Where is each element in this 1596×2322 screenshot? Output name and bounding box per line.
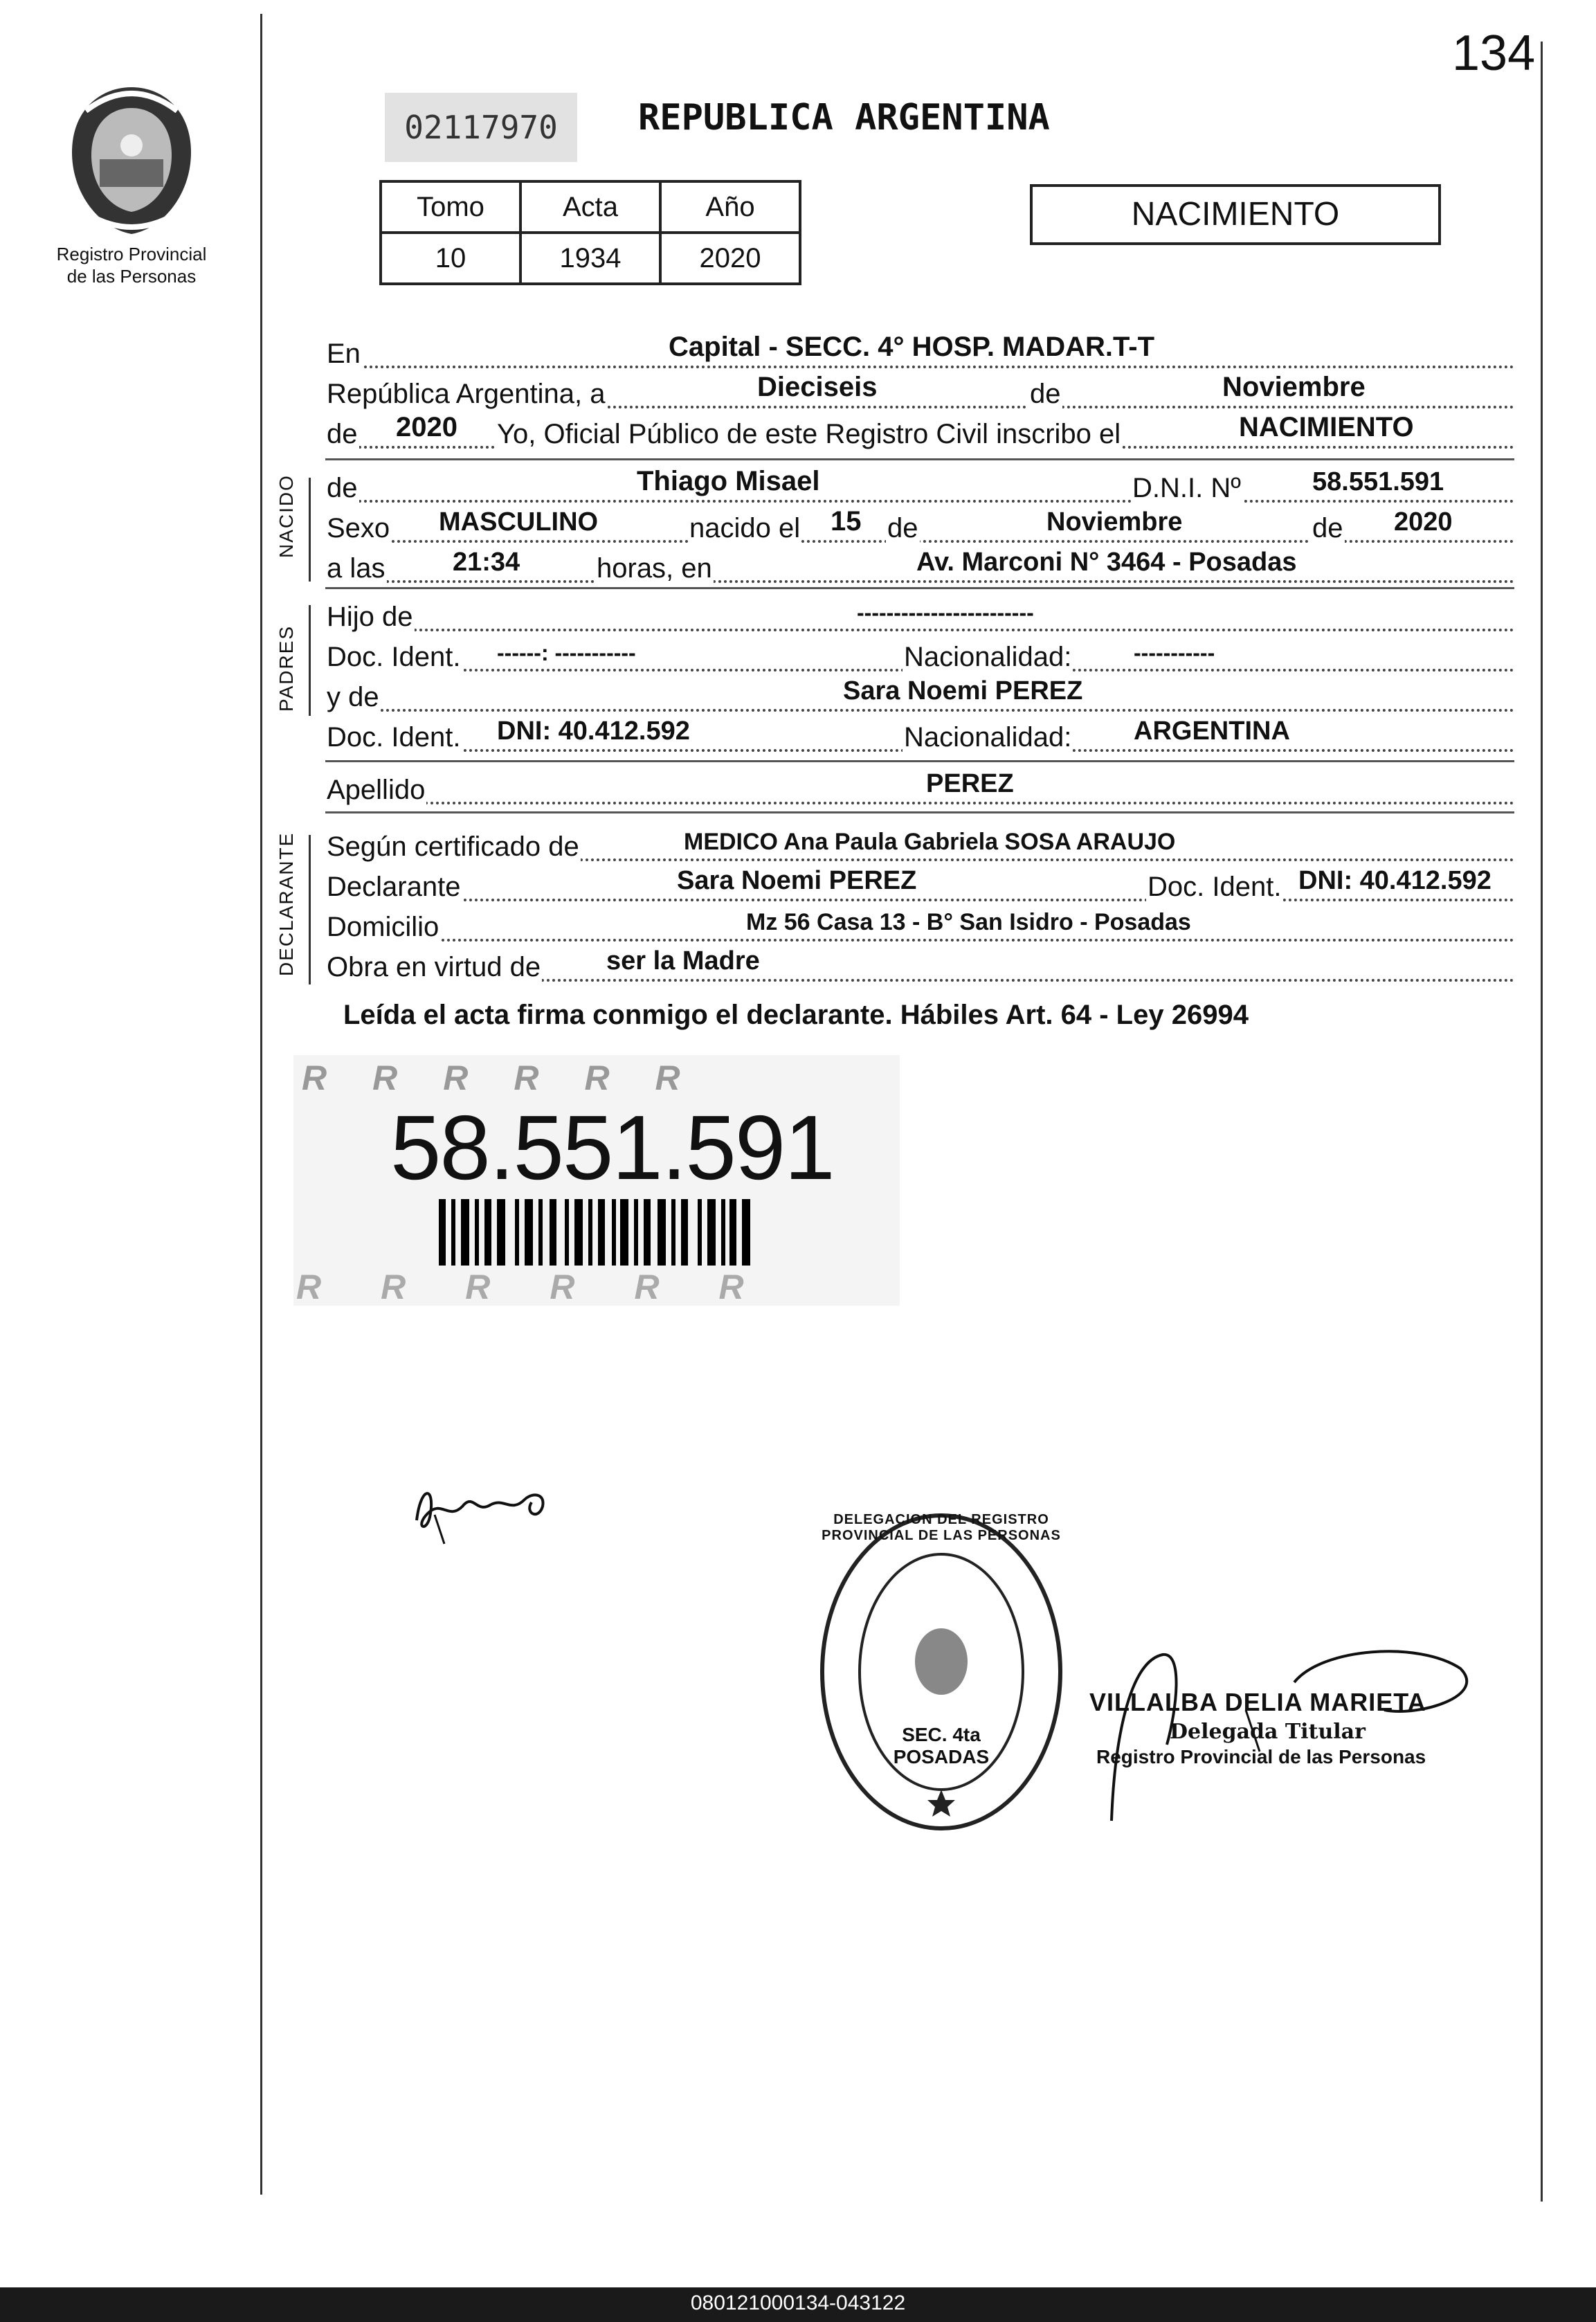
registry-caption-line1: Registro Provincial	[56, 244, 207, 264]
birth-day: 15	[831, 506, 862, 537]
official-stamp	[817, 1509, 1066, 1835]
father-doc-label: Doc. Ident.	[327, 642, 461, 672]
child-dni: 58.551.591	[1312, 467, 1444, 496]
declarant-doc-label: Doc. Ident.	[1148, 872, 1282, 902]
registered-mark-icon: R	[302, 1059, 327, 1097]
declarante-section-bar	[309, 835, 311, 984]
record-type-box: NACIMIENTO	[1030, 184, 1441, 245]
birth-month: Noviembre	[1046, 507, 1183, 537]
left-margin-line	[260, 14, 262, 2195]
domicilio-label: Domicilio	[327, 912, 439, 942]
declarant-address: Mz 56 Casa 13 - B° San Isidro - Posadas	[746, 909, 1191, 935]
a-las-label: a las	[327, 553, 386, 584]
registration-year: 2020	[396, 412, 457, 442]
sexo-label: Sexo	[327, 513, 390, 543]
closing-statement: Leída el acta firma conmigo el declarante. Hábiles Art. 64 - Ley 26994	[343, 1000, 1249, 1030]
padres-section-label: PADRES	[275, 624, 297, 712]
dni-sticker	[293, 1055, 900, 1306]
right-margin-line	[1541, 42, 1543, 2202]
child-name: Thiago Misael	[637, 466, 820, 496]
mother-nacionalidad-label: Nacionalidad:	[904, 722, 1072, 753]
birth-time: 21:34	[453, 548, 520, 577]
barcode	[439, 1199, 1103, 1266]
registered-mark-icon: R	[634, 1268, 660, 1306]
registration-day: Dieciseis	[757, 372, 878, 402]
signatory-title: Delegada Titular	[1170, 1720, 1366, 1744]
table-header-anio: Año	[660, 181, 800, 233]
mother-doc: DNI: 40.412.592	[497, 717, 690, 746]
registered-mark-icon: R	[465, 1268, 491, 1306]
declarant-capacity: ser la Madre	[606, 946, 760, 975]
horas-label: horas, en	[597, 553, 712, 584]
signatory-name: VILLALBA DELIA MARIETA	[1089, 1688, 1426, 1716]
de-label: de	[1030, 379, 1061, 409]
section-divider	[325, 811, 1514, 813]
dni-label: D.N.I. Nº	[1132, 473, 1241, 503]
father-name: ------------------------	[857, 600, 1034, 625]
section-divider	[325, 587, 1514, 589]
declarante-label: Declarante	[327, 872, 461, 902]
stamp-inner-text: SEC. 4ta POSADAS	[893, 1724, 990, 1767]
registered-mark-icon: R	[718, 1268, 744, 1306]
father-nacionalidad-label: Nacionalidad:	[904, 642, 1072, 672]
registered-mark-icon: R	[443, 1059, 469, 1097]
birth-de-label-2: de	[1312, 513, 1343, 543]
year-label: de	[327, 419, 358, 449]
table-header-tomo: Tomo	[381, 181, 520, 233]
sticker-pattern-bottom	[293, 1267, 900, 1306]
registry-caption-line2: de las Personas	[66, 266, 197, 287]
page-number: 134	[1452, 26, 1536, 81]
father-nationality: -----------	[1134, 640, 1215, 665]
padres-section-bar	[309, 605, 311, 716]
registered-mark-icon: R	[550, 1268, 575, 1306]
birth-place: Av. Marconi N° 3464 - Posadas	[916, 548, 1297, 577]
signatory-office: Registro Provincial de las Personas	[1096, 1746, 1426, 1767]
nacido-el-label: nacido el	[689, 513, 801, 543]
nacido-section-bar	[309, 478, 311, 582]
nacido-section-label: NACIDO	[275, 474, 297, 558]
surname: PEREZ	[926, 769, 1014, 798]
officer-statement: Yo, Oficial Público de este Registro Civil inscribo el	[497, 419, 1121, 449]
registered-mark-icon: R	[296, 1268, 322, 1306]
table-value-acta: 1934	[520, 233, 660, 284]
section-divider	[325, 760, 1514, 762]
stamp-ring-text: DELEGACION DEL REGISTRO PROVINCIAL DE LAS PERSONAS	[822, 1512, 1061, 1543]
birth-de-label: de	[887, 513, 918, 543]
mother-nationality: ARGENTINA	[1134, 717, 1290, 746]
declarant-signature	[407, 1472, 559, 1551]
table-value-anio: 2020	[660, 233, 800, 284]
official-signature	[1087, 1606, 1474, 1831]
registered-mark-icon: R	[655, 1059, 680, 1097]
registration-type: NACIMIENTO	[1239, 412, 1414, 442]
serial-number: 02117970	[385, 93, 577, 162]
mother-doc-label: Doc. Ident.	[327, 722, 461, 753]
table-header-acta: Acta	[520, 181, 660, 233]
apellido-label: Apellido	[327, 775, 426, 805]
section-divider	[325, 458, 1514, 460]
republica-label: República Argentina, a	[327, 379, 606, 409]
en-label: En	[327, 339, 361, 369]
declarante-section-label: DECLARANTE	[275, 831, 297, 976]
table-value-tomo: 10	[381, 233, 520, 284]
sticker-dni-number: 58.551.591	[390, 1097, 834, 1198]
registration-month: Noviembre	[1222, 372, 1366, 402]
registered-mark-icon: R	[372, 1059, 398, 1097]
child-sex: MASCULINO	[439, 507, 599, 537]
footer-code: 080121000134-043122	[690, 2292, 906, 2314]
certificate-issuer: MEDICO Ana Paula Gabriela SOSA ARAUJO	[684, 829, 1176, 855]
mother-name: Sara Noemi PEREZ	[843, 676, 1083, 705]
registered-mark-icon: R	[381, 1268, 406, 1306]
obra-label: Obra en virtud de	[327, 952, 541, 982]
document-title: REPUBLICA ARGENTINA	[638, 97, 1050, 138]
registered-mark-icon: R	[584, 1059, 610, 1097]
nacido-de-label: de	[327, 473, 358, 503]
sticker-pattern-top	[302, 1058, 900, 1099]
registered-mark-icon: R	[514, 1059, 539, 1097]
declarant-doc: DNI: 40.412.592	[1298, 866, 1491, 895]
record-table	[379, 180, 801, 285]
place-of-registration: Capital - SECC. 4° HOSP. MADAR.T-T	[669, 332, 1155, 362]
birth-year: 2020	[1394, 507, 1453, 537]
certificado-label: Según certificado de	[327, 831, 579, 862]
hijo-de-label: Hijo de	[327, 602, 413, 632]
y-de-label: y de	[327, 682, 379, 712]
declarant-name: Sara Noemi PEREZ	[677, 866, 917, 895]
father-doc: ------: -----------	[497, 640, 636, 665]
provincial-seal-icon	[58, 83, 205, 238]
